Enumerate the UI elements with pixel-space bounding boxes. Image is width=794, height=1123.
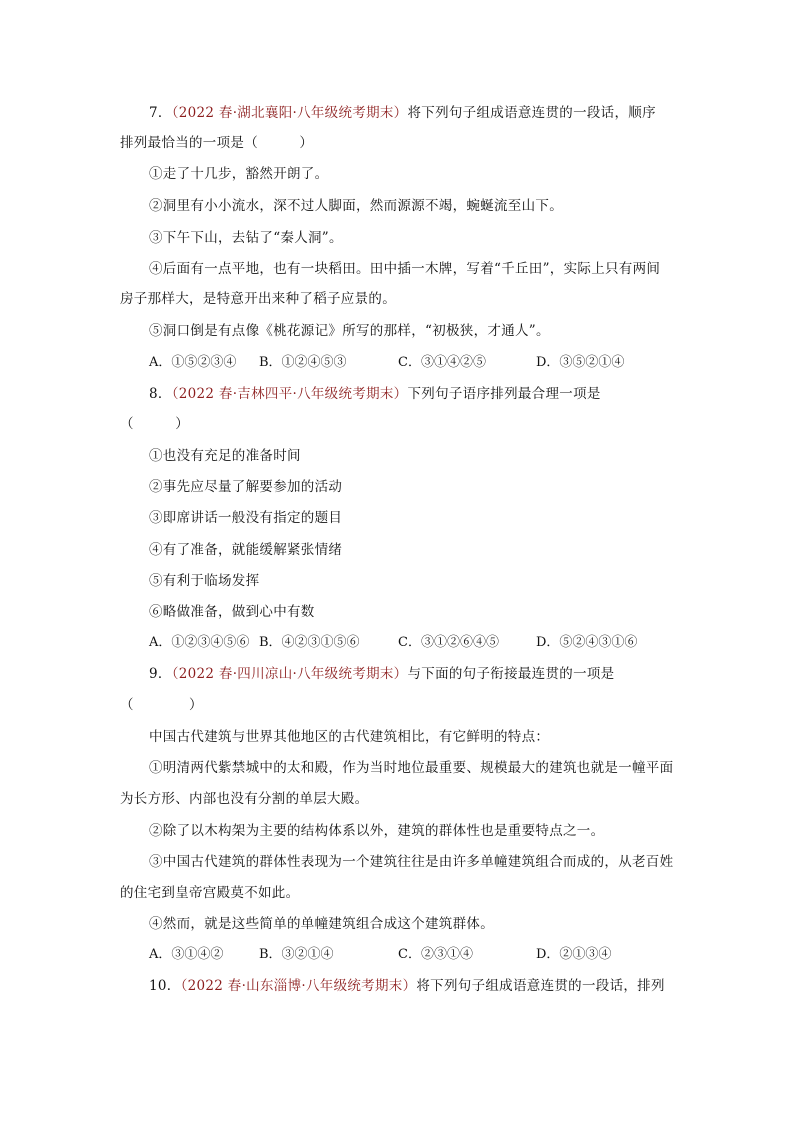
option-b: B．①②④⑤③ [259,355,347,370]
sentence-1: ①也没有充足的准备时间 [149,448,301,464]
sentence-4-cont: 房子那样大，是特意开出来种了稻子应景的。 [120,291,396,307]
question-7-header [149,104,656,122]
question-stem: 将下列句子组成语意连贯的一段话，排列 [416,978,665,994]
question-number: 9． [149,666,172,682]
question-stem-cont: 排列最恰当的一项是（ ） [120,135,314,151]
question-8-header [149,385,601,403]
sentence-6: ⑥略做准备，做到心中有数 [149,604,315,620]
question-10-header [149,977,665,995]
option-d: D．⑤②④③①⑥ [536,635,638,650]
sentence-2: ②除了以木构架为主要的结构体系以外，建筑的群体性也是重要特点之一。 [149,823,605,839]
sentence-4: ④然而，就是这些简单的单幢建筑组合成这个建筑群体。 [149,916,494,932]
question-source: （2022 春·湖北襄阳·八年级统考期末） [171,105,408,121]
sentence-4: ④后面有一点平地，也有一块稻田。田中插一木牌，写着“千丘田”，实际上只有两间 [149,261,661,277]
sentence-1-cont: 为长方形、内部也没有分割的单层大殿。 [120,791,369,807]
sentence-4: ④有了准备，就能缓解紧张情绪 [149,542,343,558]
option-a: A．①②③④⑤⑥ [149,635,250,650]
option-d: D．③⑤②①④ [536,355,625,370]
intro-sentence: 中国古代建筑与世界其他地区的古代建筑相比，有它鲜明的特点： [149,729,550,745]
sentence-5: ⑤有利于临场发挥 [149,573,260,589]
sentence-3-cont: 的住宅到皇帝宫殿莫不如此。 [120,885,300,901]
question-stem: 将下列句子组成语意连贯的一段话，顺序 [407,105,656,121]
question-stem: 与下面的句子衔接最连贯的一项是 [407,666,615,682]
sentence-3: ③下午下山，去钻了“秦人洞”。 [149,230,343,246]
question-number: 8． [149,386,172,402]
option-b: B．④②③①⑤⑥ [259,635,360,650]
option-a: A．③①④② [149,947,224,962]
sentence-1: ①走了十几步，豁然开朗了。 [149,166,329,182]
option-a: A．①⑤②③④ [149,355,237,370]
option-c: C．②③①④ [398,947,473,962]
question-9-header [149,665,614,683]
question-number: 10． [149,978,181,994]
option-d: D．②①③④ [536,947,612,962]
sentence-1: ①明清两代紫禁城中的太和殿，作为当时地位最重要、规模最大的建筑也就是一幢平面 [149,760,674,776]
question-number: 7． [149,105,172,121]
sentence-2: ②事先应尽量了解要参加的活动 [149,479,343,495]
question-source: （2022 春·山东淄博·八年级统考期末） [180,978,417,994]
sentence-2: ②洞里有小小流水，深不过人脚面，然而源源不竭，蜿蜒流至山下。 [149,198,563,214]
option-b: B．③②①④ [259,947,334,962]
answer-blank: （ ） [120,416,189,432]
option-c: C．③①②⑥④⑤ [398,635,499,650]
sentence-5: ⑤洞口倒是有点像《桃花源记》所写的那样，“初极狭，才通人”。 [149,323,550,339]
question-source: （2022 春·吉林四平·八年级统考期末） [171,386,408,402]
question-stem: 下列句子语序排列最合理一项是 [407,386,601,402]
sentence-3: ③即席讲话一般没有指定的题目 [149,510,343,526]
answer-blank: （ ） [120,697,203,713]
question-source: （2022 春·四川凉山·八年级统考期末） [171,666,408,682]
option-c: C．③①④②⑤ [398,355,486,370]
sentence-3: ③中国古代建筑的群体性表现为一个建筑往往是由许多单幢建筑组合而成的，从老百姓 [149,854,674,870]
